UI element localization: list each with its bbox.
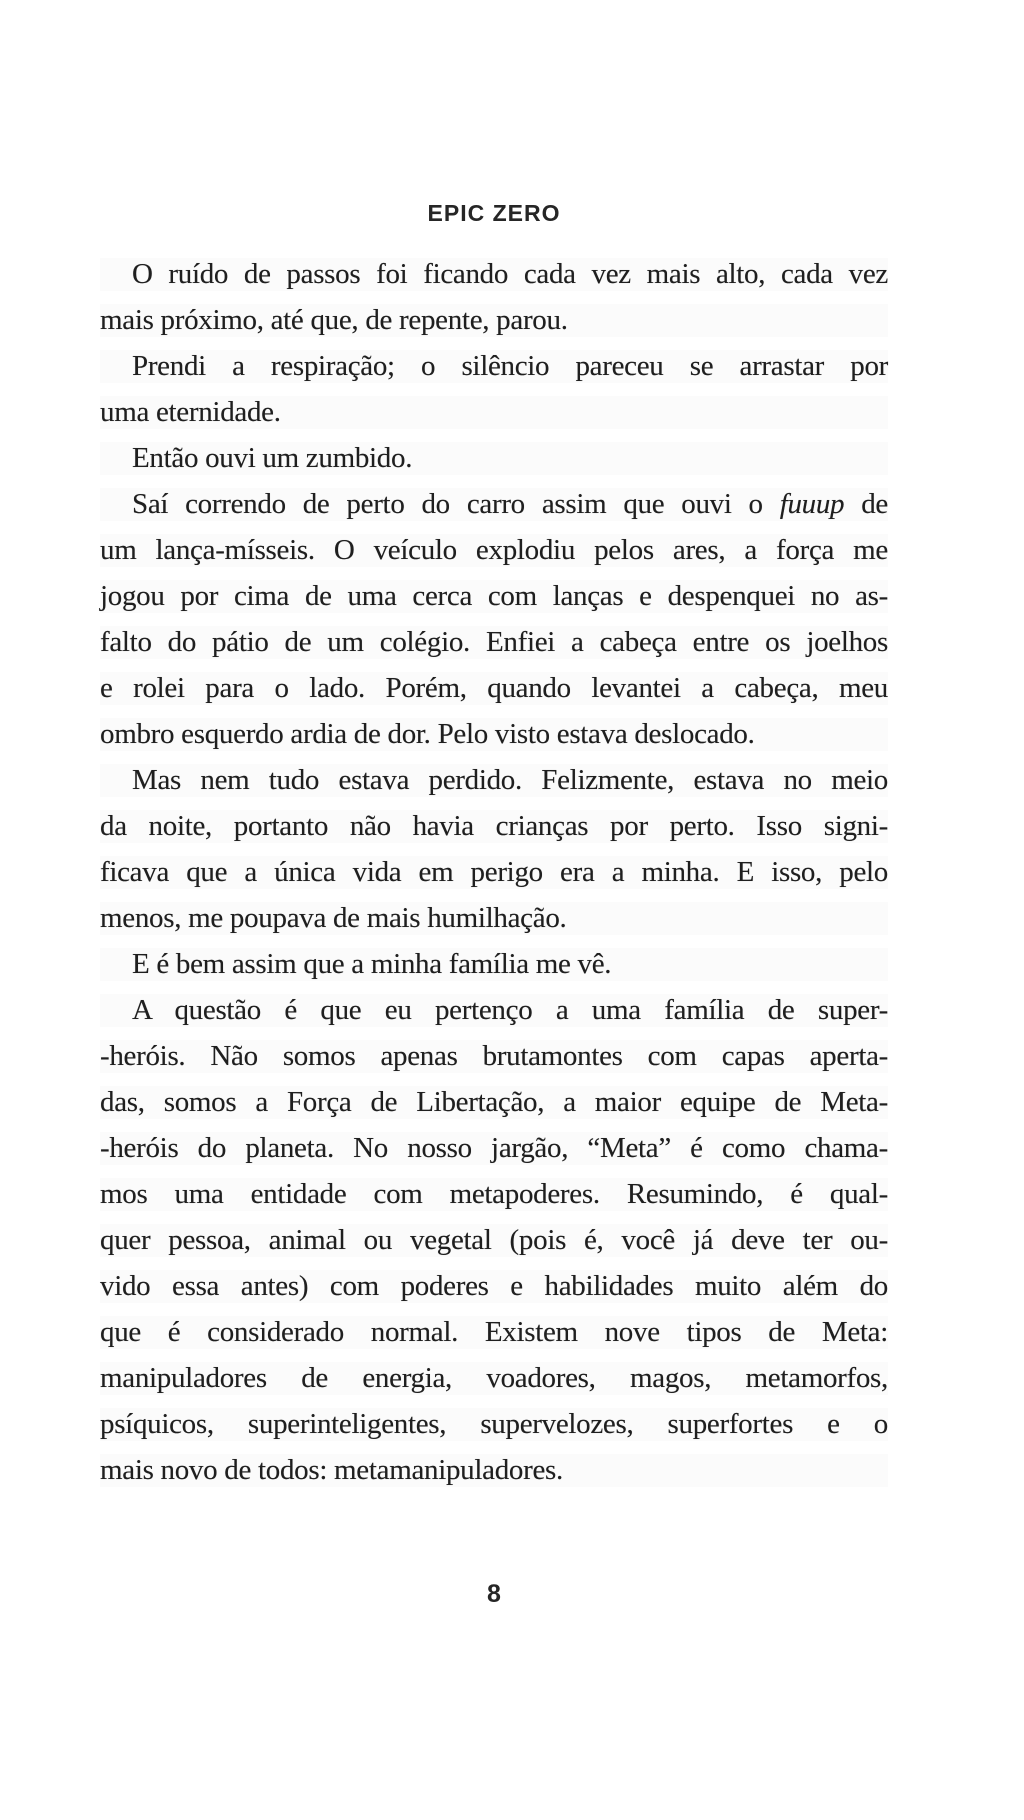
text-line: jogou por cima de uma cerca com lanças e despenquei no as- <box>100 580 888 612</box>
text-line: das, somos a Força de Libertação, a maior equipe de Meta- <box>100 1086 888 1118</box>
text-line: manipuladores de energia, voadores, magos, metamorfos, <box>100 1362 888 1394</box>
page-number: 8 <box>487 1580 501 1608</box>
text-line: falto do pátio de um colégio. Enfiei a cabeça entre os joelhos <box>100 626 888 658</box>
text-line: E é bem assim que a minha família me vê. <box>132 948 612 980</box>
text-line: mais novo de todos: metamanipuladores. <box>100 1454 563 1486</box>
text-line: vido essa antes) com poderes e habilidades muito além do <box>100 1270 888 1302</box>
text-line: mos uma entidade com metapoderes. Resumindo, é qual- <box>100 1178 888 1210</box>
text-line: psíquicos, superinteligentes, supervelozes, superfortes e o <box>100 1408 888 1440</box>
text-line: que é considerado normal. Existem nove tipos de Meta: <box>100 1316 888 1348</box>
text-line: quer pessoa, animal ou vegetal (pois é, você já deve ter ou- <box>100 1224 888 1256</box>
text-line: da noite, portanto não havia crianças por perto. Isso signi- <box>100 810 888 842</box>
text-line: menos, me poupava de mais humilhação. <box>100 902 567 934</box>
text-line: -heróis do planeta. No nosso jargão, “Meta” é como chama- <box>100 1132 888 1164</box>
text-line: O ruído de passos foi ficando cada vez mais alto, cada vez <box>132 258 888 290</box>
text-line: um lança-mísseis. O veículo explodiu pelos ares, a força me <box>100 534 888 566</box>
body-text <box>100 251 888 1493</box>
text-line: A questão é que eu pertenço a uma família de super- <box>132 994 888 1026</box>
text-line: -heróis. Não somos apenas brutamontes com capas aperta- <box>100 1040 888 1072</box>
text-line: Mas nem tudo estava perdido. Felizmente, estava no meio <box>132 764 888 796</box>
text-line: ombro esquerdo ardia de dor. Pelo visto estava deslocado. <box>100 718 755 750</box>
text-line: Prendi a respiração; o silêncio pareceu se arrastar por <box>132 350 888 382</box>
text-line: uma eternidade. <box>100 396 281 428</box>
text-line: Então ouvi um zumbido. <box>132 442 413 474</box>
running-header: EPIC ZERO <box>427 200 561 226</box>
text-line: e rolei para o lado. Porém, quando levantei a cabeça, meu <box>100 672 888 704</box>
text-line: Saí correndo de perto do carro assim que ouvi o fuuup de <box>132 488 888 520</box>
text-line: ficava que a única vida em perigo era a minha. E isso, pelo <box>100 856 888 888</box>
text-line: mais próximo, até que, de repente, parou. <box>100 304 568 336</box>
